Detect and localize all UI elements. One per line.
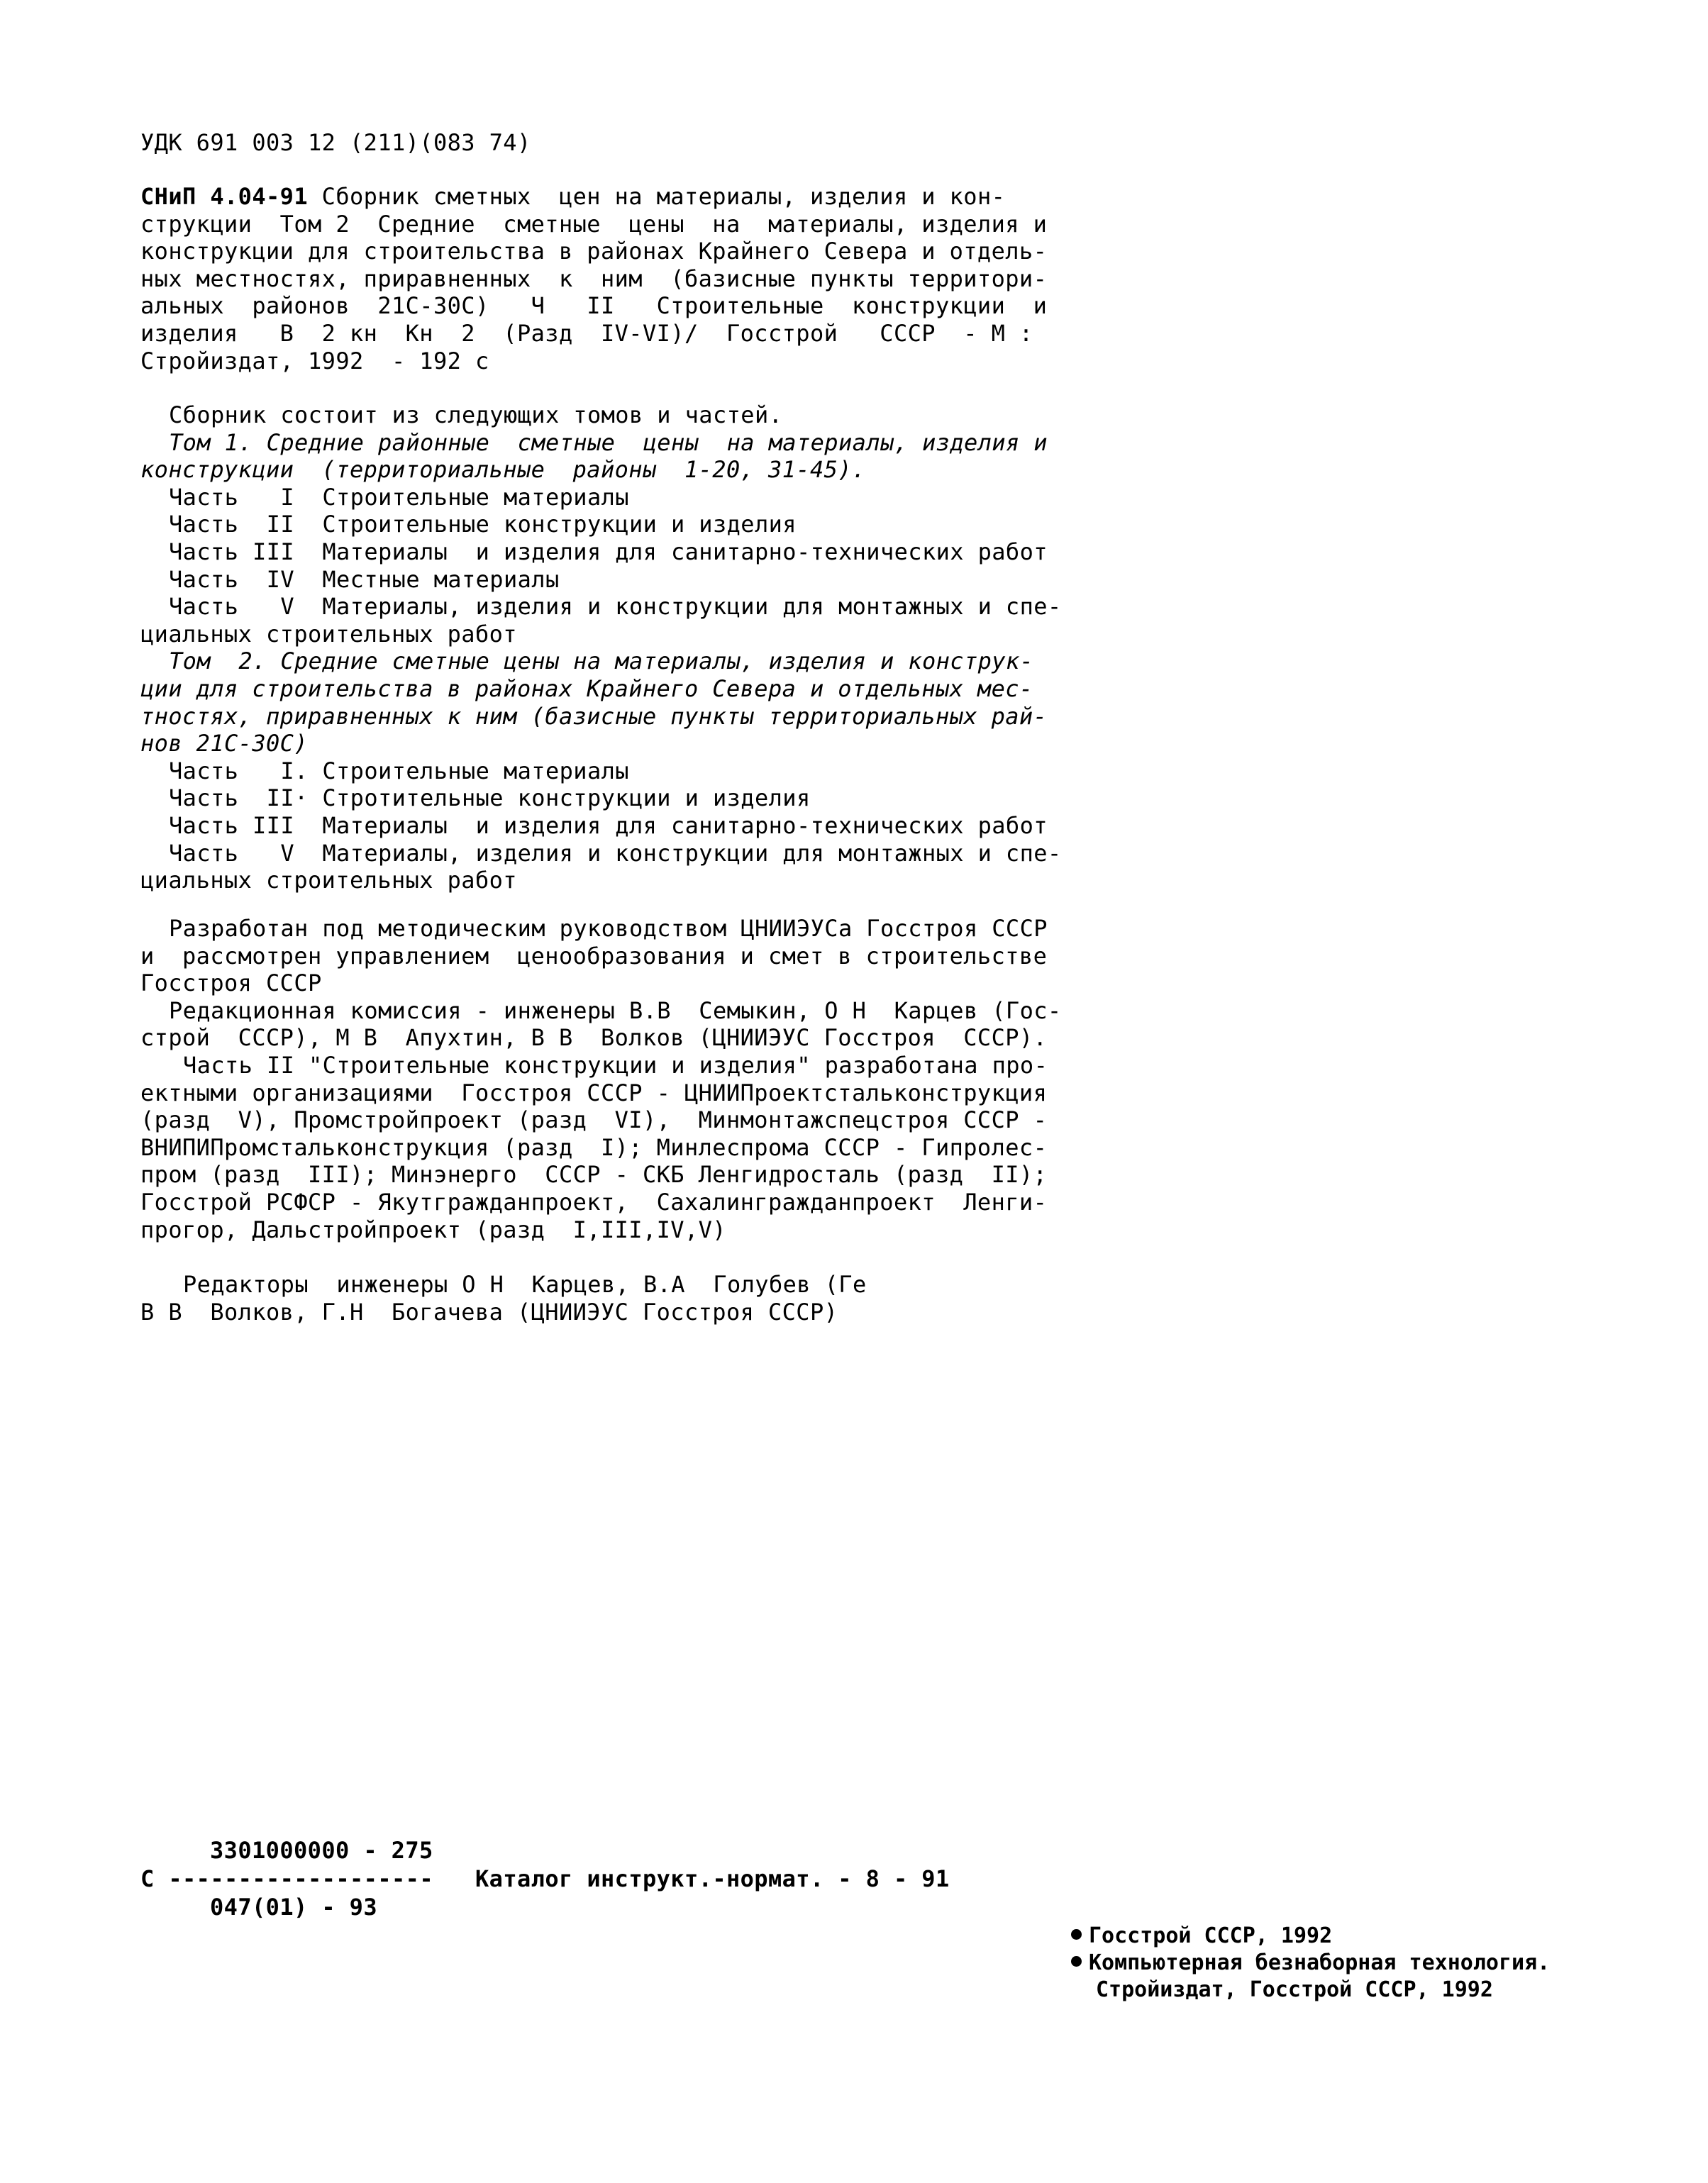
editors-line: В В Волков, Г.Н Богачева (ЦНИИЭУС Госстроя СССР) <box>140 1298 838 1326</box>
editors-line: Редакторы инженеры О Н Карцев, В.А Голубев (Ге <box>183 1271 867 1298</box>
bibliography-text: изделия В 2 кн Кн 2 (Разд IV-VI)/ Госстрой СССР - М : <box>140 320 1033 347</box>
contents-line: Часть V Материалы, изделия и конструкции для монтажных и спе- <box>169 593 1062 621</box>
credits-line: (разд V), Промстройпроект (разд VI), Минмонтажспецстроя СССР - <box>140 1106 1048 1134</box>
bibliography-line <box>140 348 489 374</box>
contents-line: тностях, приравненных к ним (базисные пункты территориальных рай- <box>140 702 1048 730</box>
contents-line: Часть II Строительные конструкции и изделия <box>169 511 797 538</box>
credits-line: строй СССР), М В Апухтин, В В Волков (ЦНИИЭУС Госстроя СССР). <box>140 1024 1048 1052</box>
bibliography-text: альных районов 21С-30С) Ч II Строительные конструкции и <box>140 292 1048 320</box>
contents-line: Часть III Материалы и изделия для санитарно-технических работ <box>169 812 1048 839</box>
contents-line: нов 21С-30С) <box>140 730 308 757</box>
credits-line: и рассмотрен управлением ценообразования и смет в строительстве <box>140 942 1048 970</box>
copyright-line-text: Госстрой СССР, 1992 <box>1089 1923 1333 1948</box>
document-code: СНиП 4.04-91 <box>140 183 308 210</box>
contents-line: Часть IV Местные материалы <box>169 565 560 593</box>
credits-line: пром (разд III); Минэнерго СССР - СКБ Ленгидросталь (разд II); <box>140 1161 1048 1189</box>
bibliography-text: Сборник сметных цен на материалы, изделия и кон- <box>308 183 1006 210</box>
credits-line: Госстрой РСФСР - Якутгражданпроект, Сахалингражданпроект Ленги- <box>140 1189 1048 1216</box>
bibliography-line <box>140 292 1047 319</box>
credits-line: Часть II "Строительные конструкции и изделия" разработана про- <box>183 1052 1048 1079</box>
bibliography-line <box>140 183 1005 210</box>
bibliography-line <box>140 320 1033 347</box>
technology-line <box>1071 1950 1550 1976</box>
credits-line: Госстроя СССР <box>140 970 322 997</box>
spacer <box>155 1865 169 1892</box>
bibliography-text: ных местностях, приравненных к ним (базисные пункты территори- <box>140 265 1048 292</box>
catalog-fraction-line <box>140 1865 950 1892</box>
udk-code: УДК 691 003 12 (211)(083 74) <box>140 129 531 156</box>
contents-line: Часть V Материалы, изделия и конструкции для монтажных и спе- <box>169 839 1062 867</box>
bibliography-line <box>140 265 1047 292</box>
spacer <box>433 1865 475 1892</box>
contents-line: Часть III Материалы и изделия для санитарно-технических работ <box>169 538 1048 565</box>
publisher-line <box>1096 1977 1493 2003</box>
contents-line: Том 1. Средние районные сметные цены на материалы, изделия и <box>169 428 1048 456</box>
catalog-code-bottom: 047(01) - 93 <box>210 1894 377 1921</box>
contents-line: Том 2. Средние сметные цены на материалы, изделия и конструк- <box>169 648 1034 675</box>
contents-line: Часть I. Строительные материалы <box>169 757 629 784</box>
copyright-line <box>1071 1923 1332 1949</box>
catalog-text: Каталог инструкт.-нормат. - 8 - 91 <box>475 1865 950 1892</box>
bibliography-text: конструкции для строительства в районах Крайнего Севера и отдель- <box>140 238 1048 265</box>
bibliography-text: струкции Том 2 Средние сметные цены на материалы, изделия и <box>140 210 1048 238</box>
credits-line: Разработан под методическим руководством ЦНИИЭУСа Госстроя СССР <box>169 915 1048 942</box>
contents-line: Часть II· Стротительные конструкции и изделия <box>169 784 811 812</box>
credits-line: прогор, Дальстройпроект (разд I,III,IV,V) <box>140 1216 726 1243</box>
catalog-prefix: С <box>140 1865 155 1892</box>
contents-line: циальных строительных работ <box>140 867 517 894</box>
technology-line-text: Компьютерная безнаборная технология. <box>1089 1950 1551 1975</box>
catalog-code-top: 3301000000 - 275 <box>210 1837 433 1864</box>
bibliography-line <box>140 238 1047 265</box>
contents-line: ции для строительства в районах Крайнего Севера и отдельных мес- <box>140 675 1033 702</box>
contents-line: конструкции (территориальные районы 1-20, 31-45). <box>140 456 866 484</box>
credits-line: ВНИПИПромстальконструкция (разд I); Минлеспрома СССР - Гипролес- <box>140 1133 1048 1161</box>
bibliography-line <box>140 211 1047 238</box>
contents-line: Часть I Строительные материалы <box>169 483 629 511</box>
bullet-icon <box>1071 1956 1082 1967</box>
contents-line: циальных строительных работ <box>140 620 517 648</box>
credits-line: ектными организациями Госстроя СССР - ЦНИИПроектстальконструкция <box>140 1079 1048 1106</box>
contents-line: Сборник состоит из следующих томов и частей. <box>169 401 783 428</box>
fraction-bar: ------------------- <box>168 1865 433 1892</box>
bullet-icon <box>1071 1929 1082 1940</box>
credits-line: Редакционная комиссия - инженеры В.В Семыкин, О Н Карцев (Гос- <box>169 996 1062 1024</box>
publisher-line-text: Стройиздат, Госстрой СССР, 1992 <box>1096 1977 1493 2002</box>
bibliography-text: Стройиздат, 1992 - 192 с <box>140 347 489 374</box>
